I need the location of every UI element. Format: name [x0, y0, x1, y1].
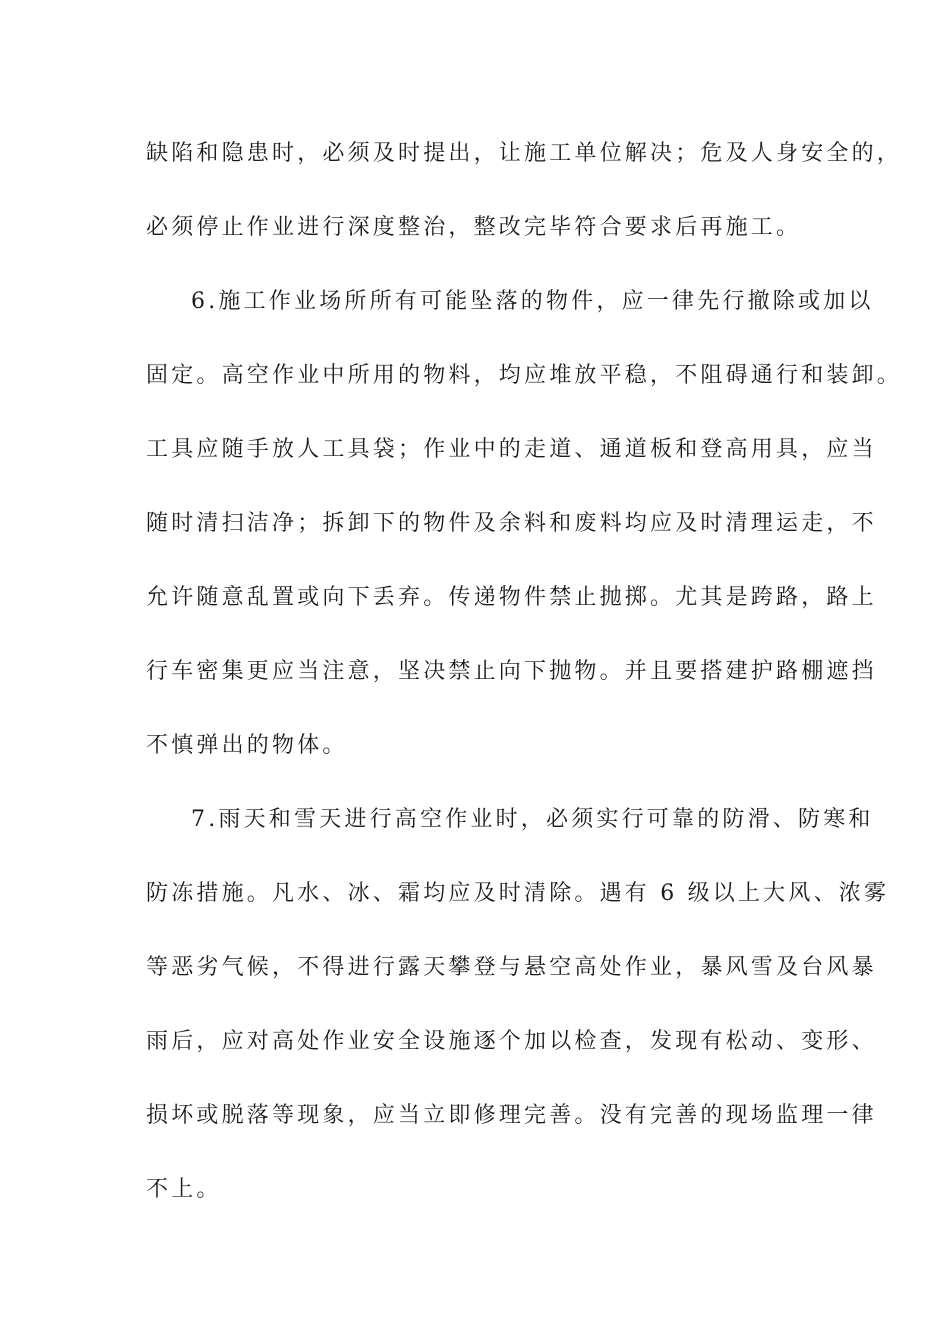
paragraph-line: 缺陷和隐患时，必须及时提出，让施工单位解决；危及人身安全的，	[146, 141, 903, 166]
paragraph-line: 随时清扫洁净；拆卸下的物件及余料和废料均应及时清理运走，不	[146, 511, 877, 536]
paragraph-line: 固定。高空作业中所用的物料，均应堆放平稳，不阻碍通行和装卸。	[146, 363, 903, 388]
paragraph-line: 雨后，应对高处作业安全设施逐个加以检查，发现有松动、变形、	[146, 1029, 877, 1054]
paragraph-line: 不慎弹出的物体。	[146, 733, 348, 758]
paragraph-line: 不上。	[146, 1177, 222, 1202]
paragraph-line: 7.雨天和雪天进行高空作业时，必须实行可靠的防滑、防寒和	[191, 807, 874, 832]
paragraph-line: 等恶劣气候，不得进行露天攀登与悬空高处作业，暴风雪及台风暴	[146, 955, 877, 980]
paragraph-line: 必须停止作业进行深度整治，整改完毕符合要求后再施工。	[146, 215, 802, 240]
paragraph-line: 行车密集更应当注意，坚决禁止向下抛物。并且要搭建护路棚遮挡	[146, 659, 877, 684]
paragraph-line: 损坏或脱落等现象，应当立即修理完善。没有完善的现场监理一律	[146, 1103, 877, 1128]
paragraph-line: 工具应随手放人工具袋；作业中的走道、通道板和登高用具，应当	[146, 437, 877, 462]
paragraph-line: 允许随意乱置或向下丢弃。传递物件禁止抛掷。尤其是跨路，路上	[146, 585, 877, 610]
paragraph-line: 防冻措施。凡水、冰、霜均应及时清除。遇有 6 级以上大风、浓雾	[146, 881, 890, 906]
paragraph-line: 6.施工作业场所所有可能坠落的物件，应一律先行撤除或加以	[191, 289, 874, 314]
